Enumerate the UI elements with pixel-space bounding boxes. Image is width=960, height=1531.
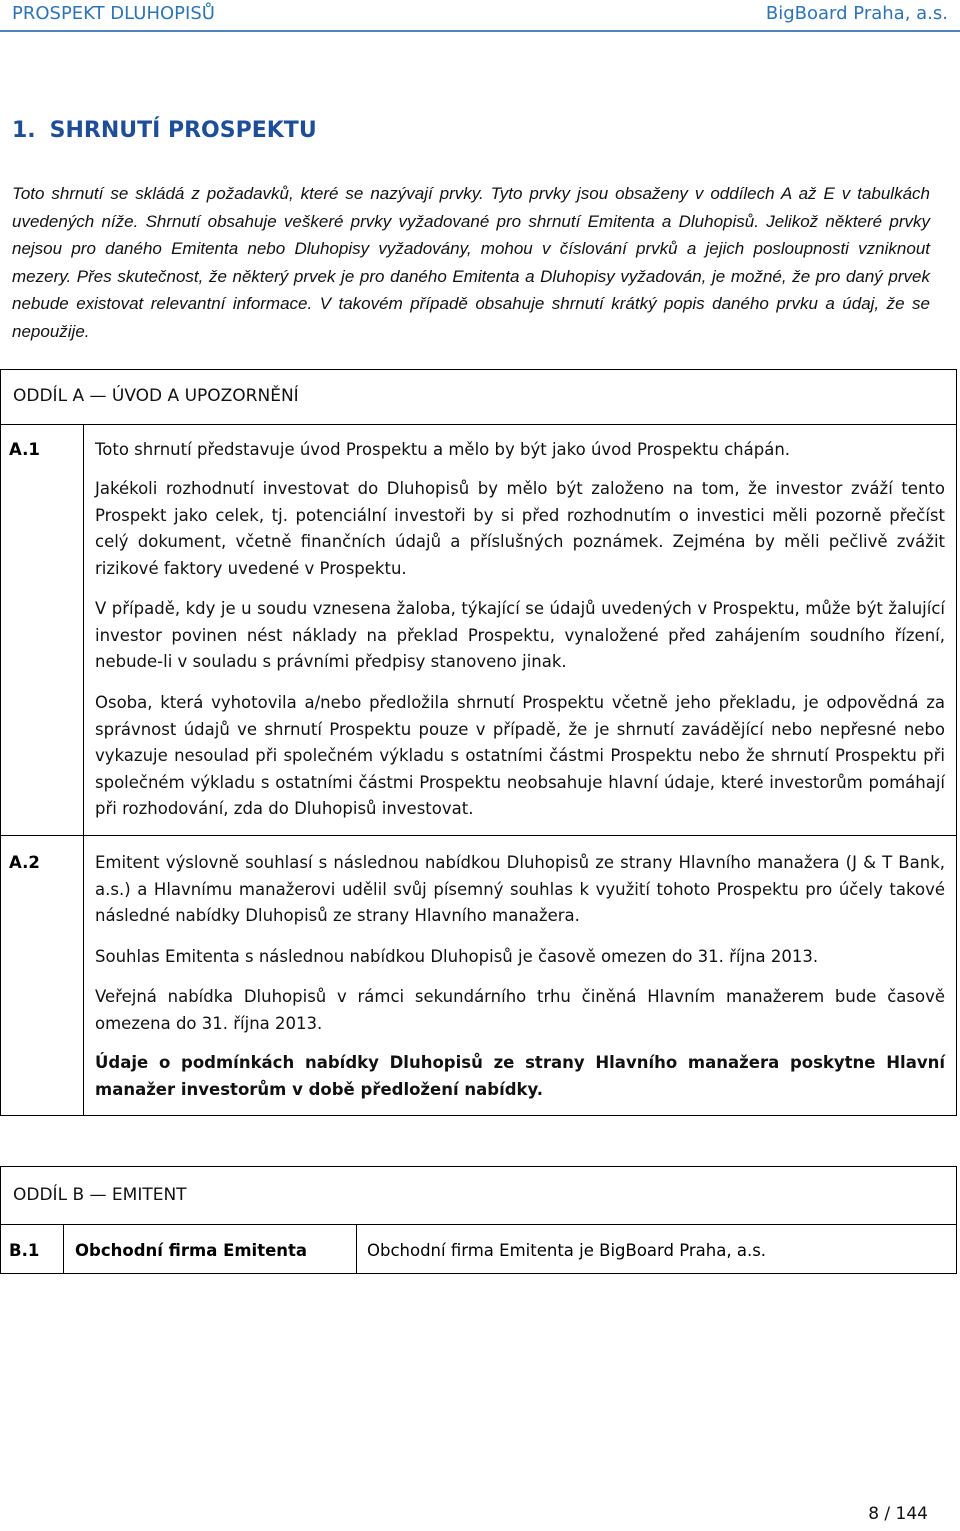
header-divider xyxy=(0,30,960,32)
section-a-table xyxy=(0,369,957,1116)
section-b-title-divider xyxy=(1,1224,956,1225)
section-a-title-divider xyxy=(1,424,956,425)
section-heading xyxy=(12,118,317,143)
section-b-column-divider-2 xyxy=(356,1224,357,1273)
section-b-title: ODDÍL B — EMITENT xyxy=(13,1185,187,1205)
header-document-title: PROSPEKT DLUHOPISŮ xyxy=(12,3,215,24)
a2-paragraph-2: Souhlas Emitenta s následnou nabídkou Dluhopisů je časově omezen do 31. října 2013. xyxy=(95,947,819,966)
item-code-a2: A.2 xyxy=(9,853,40,872)
a2-paragraph-4: Údaje o podmínkách nabídky Dluhopisů ze strany Hlavního manažera poskytne Hlavní manažer investorům v době předložení nabídky. xyxy=(95,1053,945,1099)
section-heading-title: SHRNUTÍ PROSPEKTU xyxy=(49,118,317,143)
page-header xyxy=(0,0,960,30)
section-a-row-divider xyxy=(1,835,956,836)
section-a-title: ODDÍL A — ÚVOD A UPOZORNĚNÍ xyxy=(13,386,299,406)
a1-paragraph-4: Osoba, která vyhotovila a/nebo předložila shrnutí Prospektu včetně jeho překladu, je odpovědná za správnost údajů ve shrnutí Prospektu pouze v případě, že je shrnutí zavádějící nebo nepřesné nebo vykazuje nesoulad při společném výkladu s ostatními částmi Prospektu nebo že shrnutí Prospektu při společném výkladu s ostatními částmi Prospektu neobsahuje hlavní údaje, které investorům pomáhají při rozhodování, zda do Dluhopisů investovat. xyxy=(95,693,945,818)
section-heading-number: 1. xyxy=(12,118,36,143)
item-code-a1: A.1 xyxy=(9,440,40,459)
b1-item-name: Obchodní firma Emitenta xyxy=(75,1241,308,1260)
section-b-table xyxy=(0,1166,957,1274)
header-company-name: BigBoard Praha, a.s. xyxy=(765,3,948,24)
a2-paragraph-1: Emitent výslovně souhlasí s následnou nabídkou Dluhopisů ze strany Hlavního manažera (J & T Bank, a.s.) a Hlavnímu manažerovi udělil svůj písemný souhlas k využití tohoto Prospektu pro účely takové následné nabídky Dluhopisů ze strany Hlavního manažera. xyxy=(95,853,945,925)
section-a-column-divider xyxy=(83,424,84,1115)
b1-item-value: Obchodní firma Emitenta je BigBoard Praha, a.s. xyxy=(367,1241,767,1260)
section-b-column-divider-1 xyxy=(63,1224,64,1273)
a1-paragraph-1: Toto shrnutí představuje úvod Prospektu a mělo by být jako úvod Prospektu chápán. xyxy=(95,440,791,459)
a2-paragraph-3: Veřejná nabídka Dluhopisů v rámci sekundárního trhu činěná Hlavním manažerem bude časově omezena do 31. října 2013. xyxy=(95,987,945,1033)
a1-paragraph-2: Jakékoli rozhodnutí investovat do Dluhopisů by mělo být založeno na tom, že investor zváží tento Prospekt jako celek, tj. potenciální investoři by si před rozhodnutím o investici měli pozorně přečíst celý dokument, včetně finančních údajů a příslušných poznámek. Zejména by měli pečlivě zvážit rizikové faktory uvedené v Prospektu. xyxy=(95,479,945,578)
a1-paragraph-3: V případě, kdy je u soudu vznesena žaloba, týkající se údajů uvedených v Prospektu, může být žalující investor povinen nést náklady na překlad Prospektu, vynaložené před zahájením soudního řízení, nebude-li v souladu s právními předpisy stanoveno jinak. xyxy=(95,599,945,671)
intro-paragraph: Toto shrnutí se skládá z požadavků, které se nazývají prvky. Tyto prvky jsou obsaženy v oddílech A až E v tabulkách uvedených níže. Shrnutí obsahuje veškeré prvky vyžadované pro shrnutí Emitenta a Dluhopisů. Jelikož některé prvky nejsou pro daného Emitenta nebo Dluhopisy vyžadovány, mohou v číslování prvků a jejich posloupnosti vzniknout mezery. Přes skutečnost, že některý prvek je pro daného Emitenta a Dluhopisy vyžadován, je možné, že pro daný prvek nebude existovat relevantní informace. V takovém případě obsahuje shrnutí krátký popis daného prvku a údaj, že se nepoužije. xyxy=(12,184,930,341)
page-number: 8 / 144 xyxy=(868,1504,928,1524)
item-code-b1: B.1 xyxy=(9,1241,40,1260)
